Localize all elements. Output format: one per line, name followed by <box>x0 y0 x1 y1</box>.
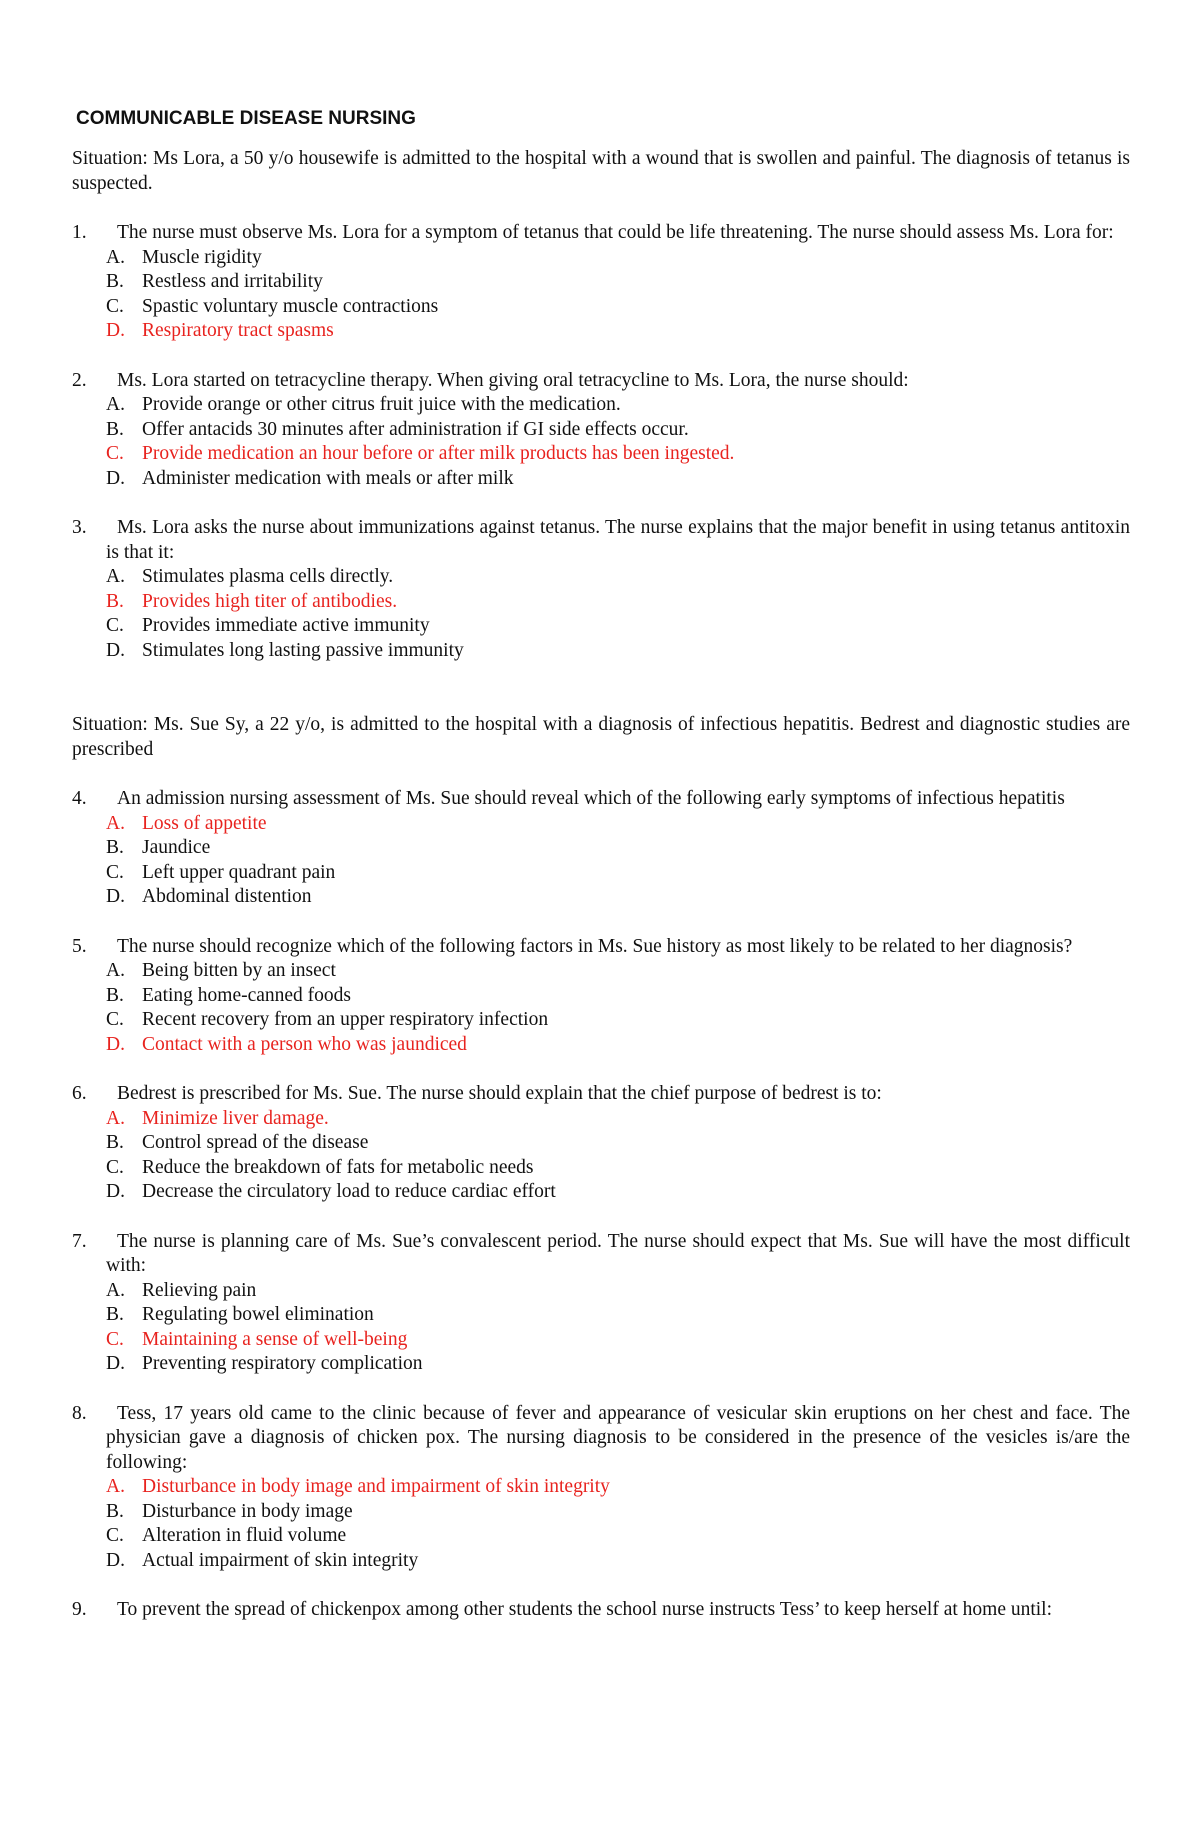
option-letter: D. <box>106 1353 125 1374</box>
option-text: Muscle rigidity <box>142 246 262 268</box>
option-text: Reduce the breakdown of fats for metabolic needs <box>142 1156 534 1178</box>
question-number: 6. <box>72 1083 87 1104</box>
option-text: Stimulates plasma cells directly. <box>142 566 394 587</box>
option <box>106 812 1130 837</box>
option-text: Spastic voluntary muscle contractions <box>142 295 439 317</box>
option <box>106 1352 1130 1377</box>
question-6 <box>72 1082 1130 1205</box>
option <box>106 1008 1130 1033</box>
option-list <box>72 1475 1130 1573</box>
question-stem <box>72 221 1130 246</box>
option-letter: A. <box>106 394 125 415</box>
option-letter: C. <box>106 1156 124 1178</box>
option-text: Respiratory tract spasms <box>142 320 334 341</box>
option <box>106 1524 1130 1549</box>
option <box>106 885 1130 910</box>
option-text: Restless and irritability <box>142 271 323 292</box>
option <box>106 1549 1130 1574</box>
option-letter: D. <box>106 1549 125 1571</box>
option-text: Disturbance in body image and impairment of skin integrity <box>142 1476 610 1497</box>
option <box>106 984 1130 1009</box>
option <box>106 442 1130 467</box>
option <box>106 959 1130 984</box>
option-text: Left upper quadrant pain <box>142 861 336 883</box>
situation-1: Situation: Ms Lora, a 50 y/o housewife is admitted to the hospital with a wound that is swollen and painful. The diagnosis of tetanus is suspected. <box>72 148 1130 194</box>
question-5 <box>72 935 1130 1058</box>
question-number: 4. <box>72 788 87 809</box>
option-list <box>72 246 1130 344</box>
option-text: Decrease the circulatory load to reduce cardiac effort <box>142 1181 556 1202</box>
option-letter: A. <box>106 812 125 834</box>
question-7 <box>72 1230 1130 1377</box>
option-letter: D. <box>106 639 125 661</box>
option <box>106 1107 1130 1132</box>
question-2 <box>72 369 1130 492</box>
question-text: Ms. Lora asks the nurse about immunizations against tetanus. The nurse explains that the major benefit in using tetanus antitoxin is that it: <box>106 517 1130 563</box>
option-text: Stimulates long lasting passive immunity <box>142 639 464 661</box>
option-letter: C. <box>106 443 124 464</box>
page-title: COMMUNICABLE DISEASE NURSING <box>76 108 416 129</box>
option <box>106 246 1130 271</box>
option-list <box>72 565 1130 663</box>
option-text: Abdominal distention <box>142 886 312 907</box>
option-letter: D. <box>106 467 125 489</box>
option <box>106 295 1130 320</box>
option-letter: C. <box>106 1525 124 1546</box>
option-letter: A. <box>106 566 125 587</box>
option <box>106 1156 1130 1181</box>
option-letter: A. <box>106 960 125 981</box>
option-letter: D. <box>106 1181 125 1202</box>
option-text: Regulating bowel elimination <box>142 1304 374 1325</box>
option-letter: C. <box>106 1009 124 1030</box>
question-number: 1. <box>72 222 87 243</box>
option-letter: B. <box>106 418 124 440</box>
option <box>106 861 1130 886</box>
question-1 <box>72 221 1130 344</box>
option <box>106 1475 1130 1500</box>
option <box>106 467 1130 492</box>
question-text: An admission nursing assessment of Ms. Sue should reveal which of the following early symptoms of infectious hepatitis <box>117 788 1065 809</box>
option-text: Provide orange or other citrus fruit juice with the medication. <box>142 394 621 415</box>
option-text: Provides immediate active immunity <box>142 615 430 636</box>
option <box>106 319 1130 344</box>
option <box>106 614 1130 639</box>
question-text: The nurse must observe Ms. Lora for a symptom of tetanus that could be life threatening. The nurse should assess Ms. Lora for: <box>117 222 1114 243</box>
question-number: 7. <box>72 1230 87 1252</box>
option-text: Control spread of the disease <box>142 1132 369 1153</box>
question-text: To prevent the spread of chickenpox among other students the school nurse instructs Tess’ to keep herself at home until: <box>117 1599 1053 1620</box>
option-text: Minimize liver damage. <box>142 1107 329 1129</box>
option-list <box>72 393 1130 491</box>
option-letter: C. <box>106 295 124 317</box>
option-text: Preventing respiratory complication <box>142 1353 423 1374</box>
option-text: Being bitten by an insect <box>142 960 336 981</box>
option-text: Offer antacids 30 minutes after administration if GI side effects occur. <box>142 418 689 440</box>
option-list <box>72 1279 1130 1377</box>
option-letter: A. <box>106 1107 125 1129</box>
option <box>106 565 1130 590</box>
question-stem <box>72 369 1130 394</box>
option-letter: B. <box>106 1304 124 1325</box>
question-text: Ms. Lora started on tetracycline therapy. When giving oral tetracycline to Ms. Lora, the nurse should: <box>117 369 909 391</box>
option-text: Maintaining a sense of well-being <box>142 1328 408 1350</box>
option <box>106 418 1130 443</box>
question-number: 9. <box>72 1599 87 1620</box>
option-text: Actual impairment of skin integrity <box>142 1549 419 1571</box>
question-4 <box>72 787 1130 910</box>
question-8 <box>72 1402 1130 1574</box>
option-text: Provides high titer of antibodies. <box>142 590 398 612</box>
option <box>106 836 1130 861</box>
question-stem <box>72 1598 1130 1623</box>
option <box>106 1033 1130 1058</box>
option <box>106 1279 1130 1304</box>
option-text: Recent recovery from an upper respiratory infection <box>142 1009 549 1030</box>
option-letter: A. <box>106 1476 125 1497</box>
option-list <box>72 959 1130 1057</box>
question-number: 3. <box>72 517 87 538</box>
option-letter: A. <box>106 1279 125 1301</box>
question-text: The nurse is planning care of Ms. Sue’s convalescent period. The nurse should expect that Ms. Sue will have the most difficult with: <box>106 1230 1130 1276</box>
question-stem <box>72 516 1130 565</box>
option-letter: B. <box>106 590 124 612</box>
option-text: Alteration in fluid volume <box>142 1525 347 1546</box>
option-letter: D. <box>106 320 125 341</box>
option-letter: D. <box>106 1033 125 1055</box>
option-list <box>72 812 1130 910</box>
option <box>106 1180 1130 1205</box>
option <box>106 1131 1130 1156</box>
option <box>106 270 1130 295</box>
question-3 <box>72 516 1130 663</box>
option-letter: B. <box>106 837 124 858</box>
question-number: 2. <box>72 369 87 391</box>
option-letter: C. <box>106 615 124 636</box>
option-letter: B. <box>106 984 124 1006</box>
option-letter: A. <box>106 246 125 268</box>
option <box>106 1500 1130 1525</box>
option-text: Jaundice <box>142 837 211 858</box>
question-stem <box>72 787 1130 812</box>
question-text: The nurse should recognize which of the following factors in Ms. Sue history as most likely to be related to her diagnosis? <box>117 935 1073 957</box>
option-letter: B. <box>106 271 124 292</box>
question-number: 5. <box>72 935 87 957</box>
option <box>106 639 1130 664</box>
option <box>106 1328 1130 1353</box>
option <box>106 393 1130 418</box>
option-text: Disturbance in body image <box>142 1500 353 1522</box>
option-letter: D. <box>106 886 125 907</box>
question-number: 8. <box>72 1402 87 1424</box>
option <box>106 1303 1130 1328</box>
question-stem <box>72 1082 1130 1107</box>
option-letter: B. <box>106 1500 124 1522</box>
option-letter: C. <box>106 861 124 883</box>
question-stem <box>72 1402 1130 1476</box>
option-text: Loss of appetite <box>142 812 267 834</box>
question-text: Tess, 17 years old came to the clinic because of fever and appearance of vesicular skin eruptions on her chest and face. The physician gave a diagnosis of chicken pox. The nursing diagnosis to be considered in the presence of the vesicles is/are the following: <box>106 1402 1130 1473</box>
question-stem <box>72 935 1130 960</box>
option-letter: C. <box>106 1328 124 1350</box>
option-text: Provide medication an hour before or after milk products has been ingested. <box>142 443 735 464</box>
option-text: Contact with a person who was jaundiced <box>142 1033 467 1055</box>
option-text: Relieving pain <box>142 1279 257 1301</box>
option-text: Administer medication with meals or after milk <box>142 467 514 489</box>
option <box>106 590 1130 615</box>
option-list <box>72 1107 1130 1205</box>
question-text: Bedrest is prescribed for Ms. Sue. The nurse should explain that the chief purpose of bedrest is to: <box>117 1083 882 1104</box>
situation-2: Situation: Ms. Sue Sy, a 22 y/o, is admitted to the hospital with a diagnosis of infectious hepatitis. Bedrest and diagnostic studies are prescribed <box>72 714 1130 760</box>
question-stem <box>72 1230 1130 1279</box>
option-text: Eating home-canned foods <box>142 984 352 1006</box>
question-9 <box>72 1598 1130 1623</box>
option-letter: B. <box>106 1132 124 1153</box>
